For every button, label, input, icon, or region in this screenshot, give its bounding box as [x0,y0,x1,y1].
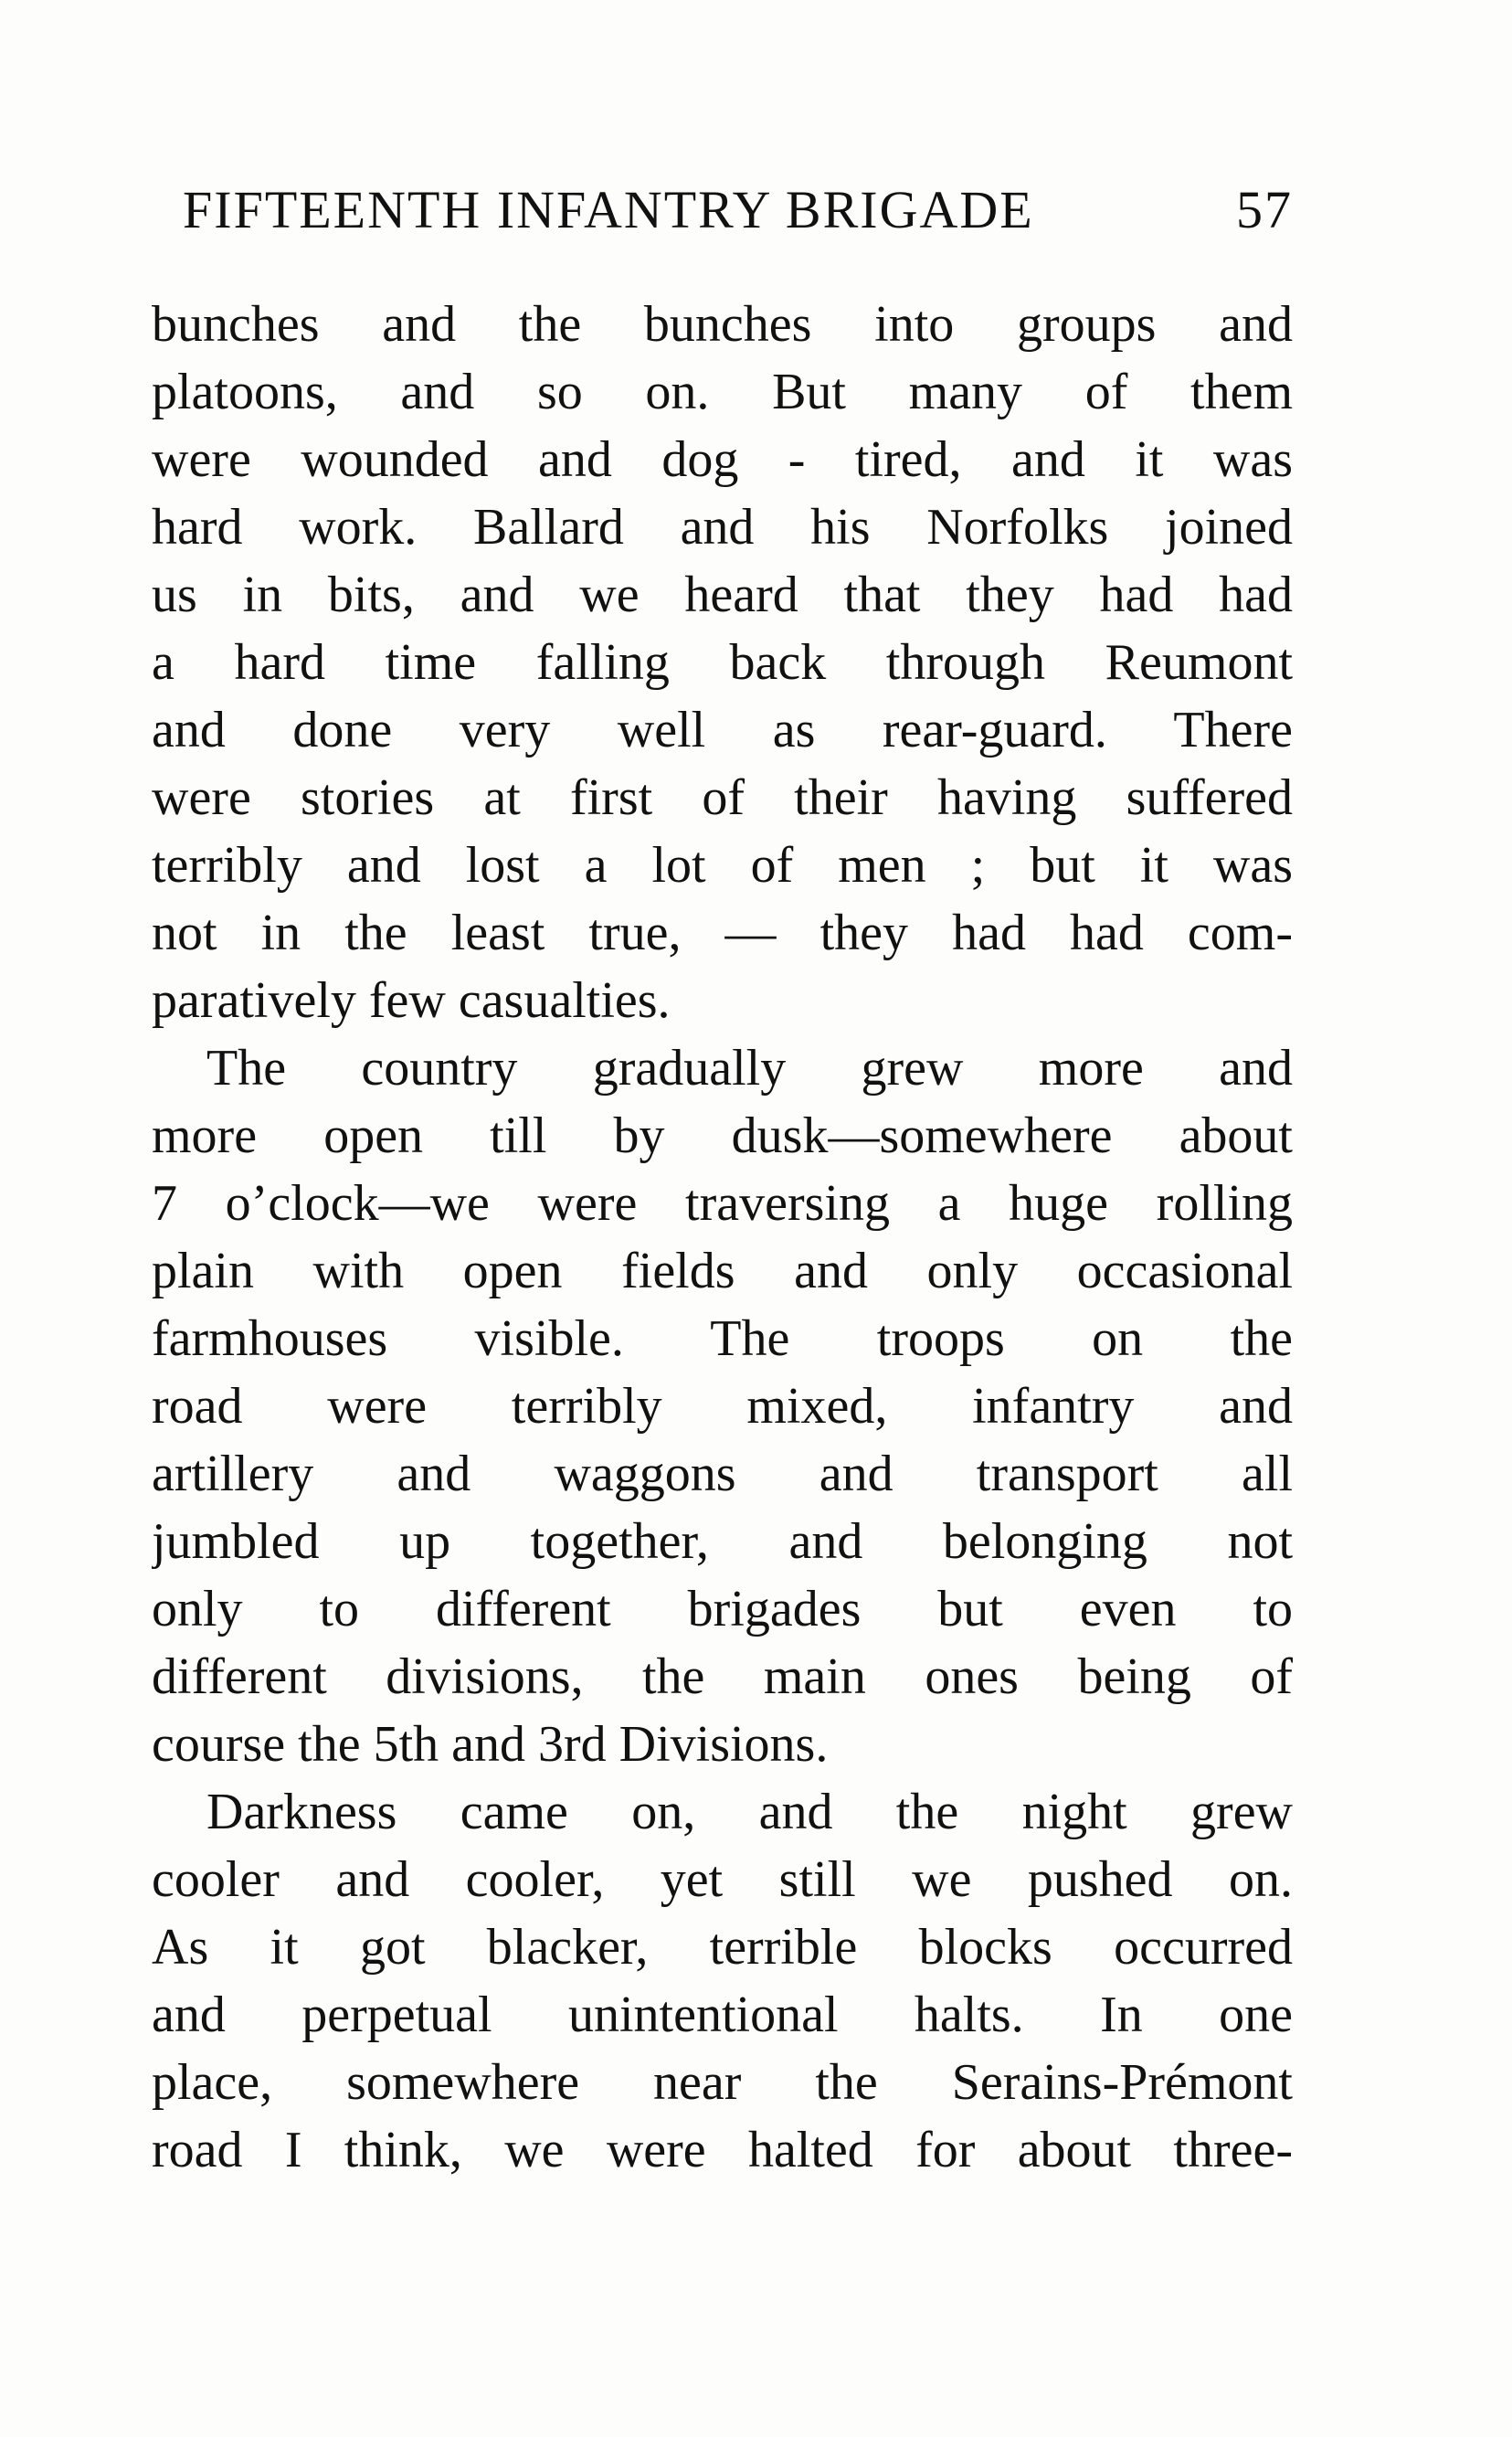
text-line: place, somewhere near the Serains-Prémont [152,2054,1293,2111]
text-line: different divisions, the main ones being of [152,1648,1293,1705]
text-line: hard work. Ballard and his Norfolks joined [152,499,1293,556]
text-line: us in bits, and we heard that they had had [152,567,1293,623]
text-line: 7 o’clock—we were traversing a huge rolling [152,1175,1293,1232]
body-text [152,291,1293,2184]
text-line: As it got blacker, terrible blocks occurred [152,1919,1293,1976]
text-line: plain with open fields and only occasional [152,1243,1293,1299]
text-line: and done very well as rear-guard. There [152,702,1293,758]
text-line: road I think, we were halted for about three- [152,2122,1293,2178]
running-header [183,179,1293,243]
text-line: jumbled up together, and belonging not [152,1513,1293,1570]
text-line: bunches and the bunches into groups and [152,296,1293,353]
text-line: were wounded and dog - tired, and it was [152,431,1293,488]
running-title: FIFTEENTH INFANTRY BRIGADE [183,180,1034,239]
paragraph-end-line: paratively few casualties. [152,972,671,1029]
paragraph-end-line: course the 5th and 3rd Divisions. [152,1716,829,1773]
text-line: platoons, and so on. But many of them [152,364,1293,420]
text-line: were stories at first of their having suffered [152,769,1293,826]
text-line: road were terribly mixed, infantry and [152,1378,1293,1435]
text-line: farmhouses visible. The troops on the [152,1310,1293,1367]
text-line: and perpetual unintentional halts. In one [152,1987,1293,2043]
text-line: terribly and lost a lot of men ; but it was [152,837,1293,894]
page-number: 57 [1236,180,1293,239]
text-line: a hard time falling back through Reumont [152,634,1293,691]
text-line: not in the least true, — they had had com- [152,905,1293,961]
text-line: more open till by dusk—somewhere about [152,1107,1293,1164]
text-line: artillery and waggons and transport all [152,1446,1293,1502]
text-line: cooler and cooler, yet still we pushed on. [152,1851,1293,1908]
text-line: only to different brigades but even to [152,1581,1293,1637]
paragraph-start-line: The country gradually grew more and [206,1040,1293,1097]
paragraph-start-line: Darkness came on, and the night grew [206,1784,1293,1840]
